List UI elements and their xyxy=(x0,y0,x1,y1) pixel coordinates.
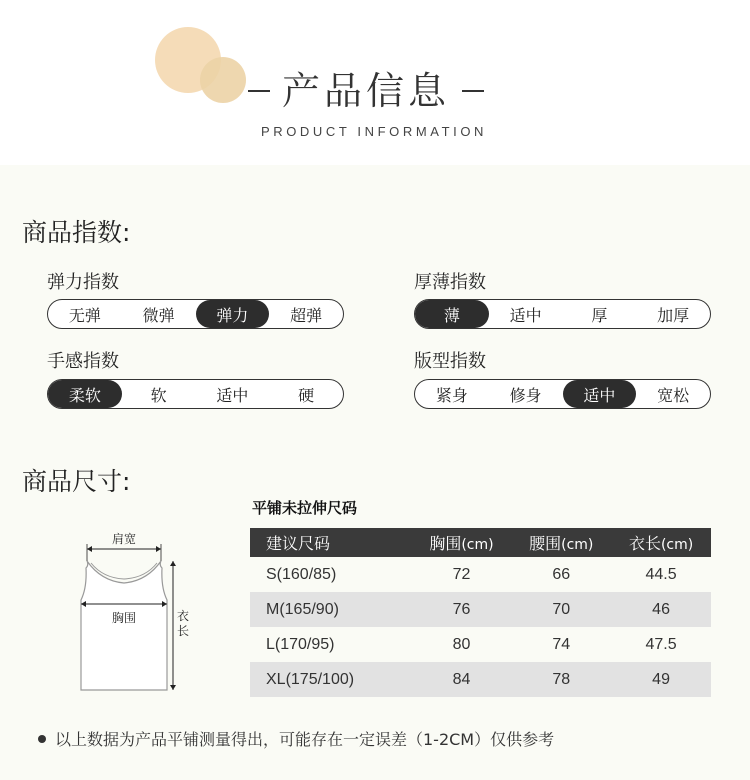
scale-option: 修身 xyxy=(509,385,542,405)
scale-option: 软 xyxy=(150,385,167,405)
index-label-fit: 版型指数 xyxy=(414,351,486,372)
scale-option: 薄 xyxy=(415,300,489,328)
cell-waist: 74 xyxy=(511,627,611,662)
scale-option: 厚 xyxy=(591,305,608,325)
header xyxy=(0,0,750,165)
scale-option: 硬 xyxy=(298,385,315,405)
col-header-size: 建议尺码 xyxy=(250,528,412,557)
cell-size: XL(175/100) xyxy=(250,662,412,697)
decor-circle-small xyxy=(200,57,246,103)
scale-option: 适中 xyxy=(509,305,542,325)
scale-option: 适中 xyxy=(563,380,637,408)
title-dash-right xyxy=(462,90,484,92)
measurement-note xyxy=(38,727,554,750)
note-text: 以上数据为产品平铺测量得出，可能存在一定误差（1-2CM）仅供参考 xyxy=(55,730,555,749)
page-title: 产品信息 xyxy=(282,69,451,113)
scale-option: 宽松 xyxy=(657,385,690,405)
title-dash-left xyxy=(248,90,270,92)
size-section-title: 商品尺寸: xyxy=(22,467,131,496)
cell-length: 44.5 xyxy=(611,557,711,592)
diagram-label-chest: 胸围 xyxy=(111,611,137,625)
tank-top-diagram xyxy=(75,528,200,698)
scale-elasticity xyxy=(47,299,344,329)
col-header-length: 衣长(cm) xyxy=(611,528,711,557)
cell-length: 49 xyxy=(611,662,711,697)
indices-section-title: 商品指数: xyxy=(22,218,131,247)
scale-option: 超弹 xyxy=(290,305,323,325)
cell-waist: 70 xyxy=(511,592,611,627)
cell-chest: 72 xyxy=(412,557,512,592)
index-label-elasticity: 弹力指数 xyxy=(47,272,119,293)
cell-length: 47.5 xyxy=(611,627,711,662)
scale-feel xyxy=(47,379,344,409)
index-label-thickness: 厚薄指数 xyxy=(414,272,486,293)
size-table-header-row xyxy=(250,528,711,557)
page-subtitle: PRODUCT INFORMATION xyxy=(260,124,488,139)
col-header-chest: 胸围(cm) xyxy=(412,528,512,557)
scale-option: 紧身 xyxy=(435,385,468,405)
cell-size: M(165/90) xyxy=(250,592,412,627)
scale-fit xyxy=(414,379,711,409)
cell-waist: 66 xyxy=(511,557,611,592)
col-header-waist: 腰围(cm) xyxy=(511,528,611,557)
scale-option: 加厚 xyxy=(657,305,690,325)
size-table-caption: 平铺未拉伸尺码 xyxy=(252,499,358,517)
scale-option: 微弹 xyxy=(142,305,175,325)
index-label-feel: 手感指数 xyxy=(47,351,119,372)
scale-option: 无弹 xyxy=(68,305,101,325)
bullet-icon xyxy=(38,735,46,743)
scale-option: 柔软 xyxy=(48,380,122,408)
size-table xyxy=(250,528,711,697)
cell-chest: 84 xyxy=(412,662,512,697)
scale-thickness xyxy=(414,299,711,329)
cell-chest: 76 xyxy=(412,592,512,627)
cell-waist: 78 xyxy=(511,662,611,697)
title-row xyxy=(248,66,484,116)
scale-option: 弹力 xyxy=(196,300,270,328)
diagram-label-length-2: 长 xyxy=(176,624,190,638)
diagram-label-length-1: 衣 xyxy=(176,609,190,623)
table-row xyxy=(250,627,711,662)
diagram-label-shoulder: 肩宽 xyxy=(111,532,137,546)
cell-chest: 80 xyxy=(412,627,512,662)
cell-size: S(160/85) xyxy=(250,557,412,592)
scale-option: 适中 xyxy=(216,385,249,405)
table-row xyxy=(250,662,711,697)
cell-length: 46 xyxy=(611,592,711,627)
cell-size: L(170/95) xyxy=(250,627,412,662)
table-row xyxy=(250,557,711,592)
table-row xyxy=(250,592,711,627)
